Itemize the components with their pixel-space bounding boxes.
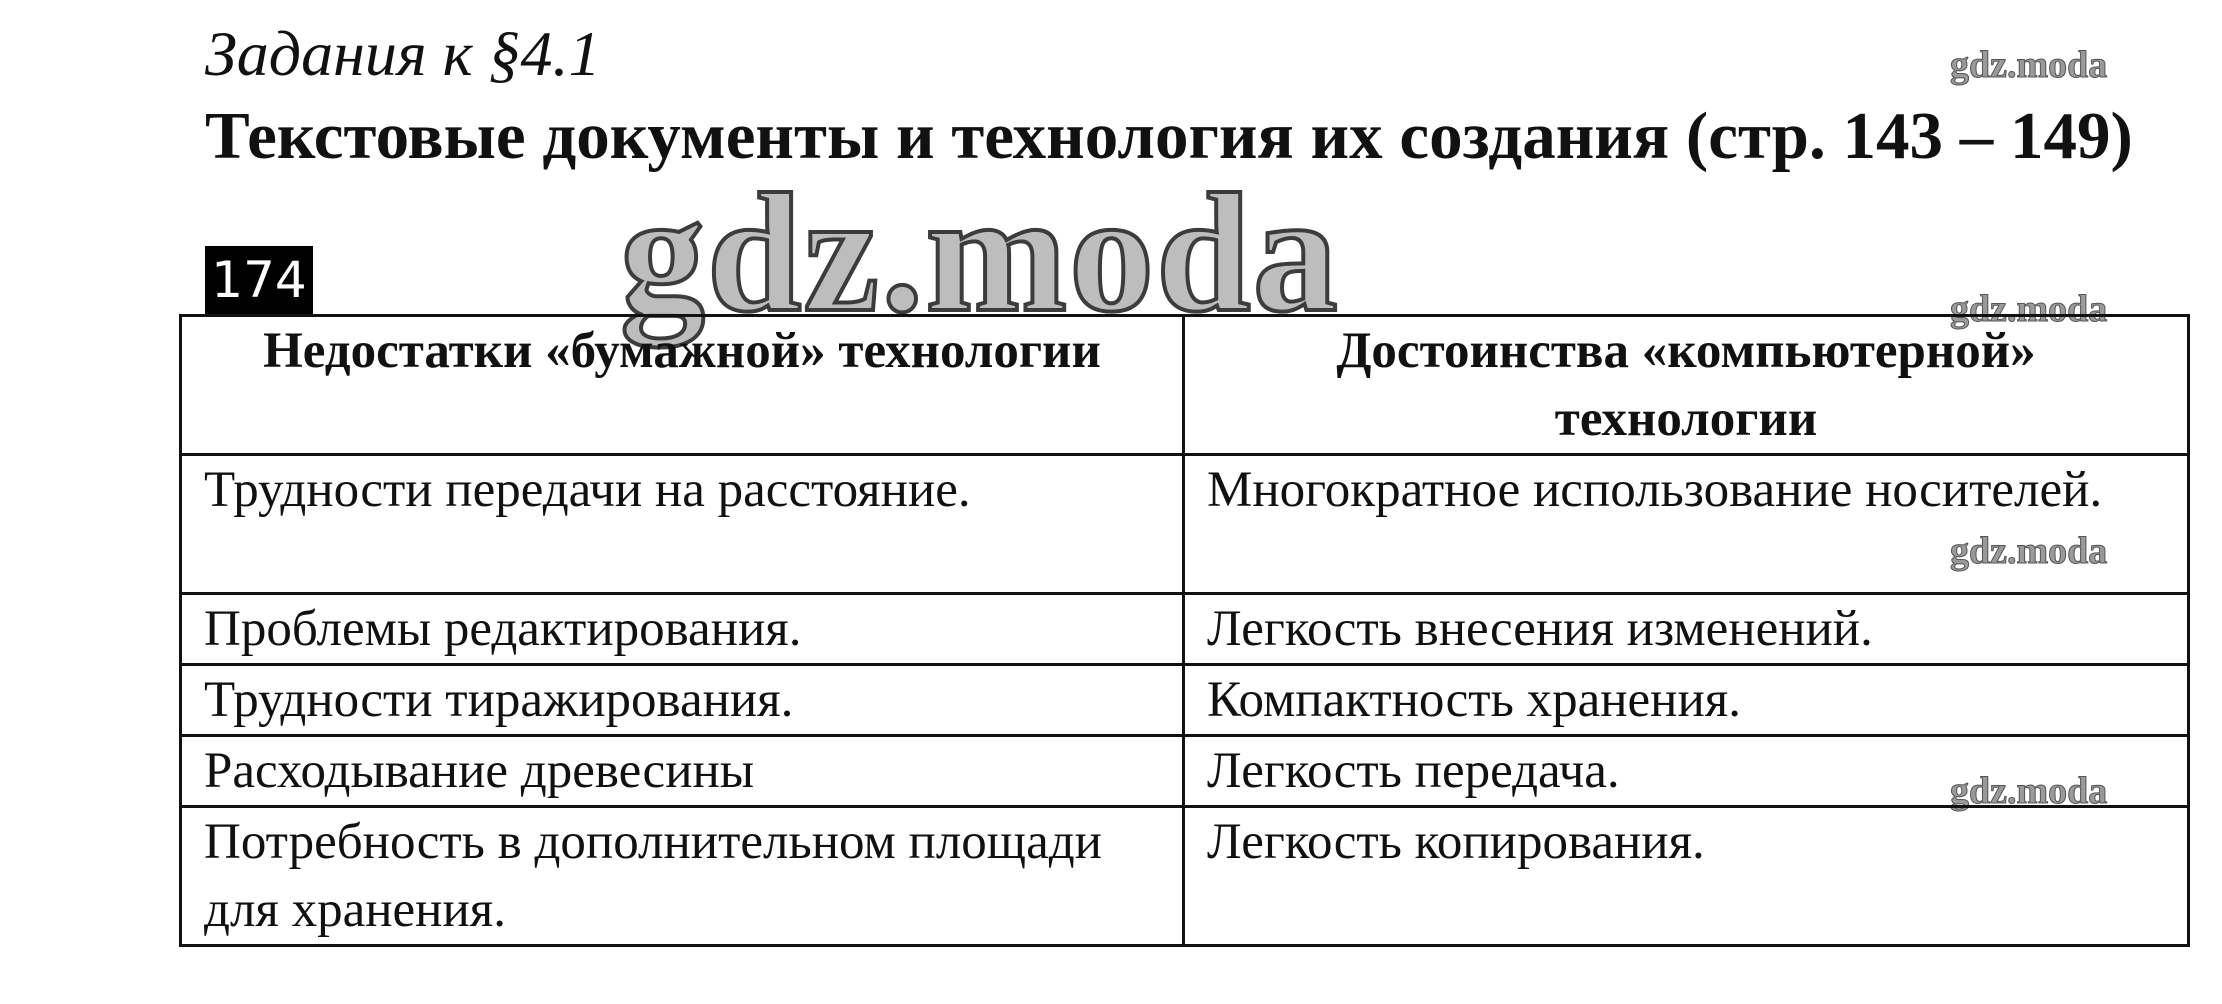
watermark-small: gdz.moda	[1950, 530, 2108, 572]
table-row	[181, 807, 2189, 946]
table-cell-advantage: Многократное использование носителей.	[1184, 455, 2189, 594]
watermark-small: gdz.moda	[1950, 44, 2108, 86]
table-cell-advantage: Легкость копирования.	[1184, 807, 2189, 946]
watermark-small: gdz.moda	[1950, 770, 2108, 812]
table-cell-advantage: Легкость внесения изменений.	[1184, 594, 2189, 665]
table-row	[181, 665, 2189, 736]
section-subtitle: Задания к §4.1	[205, 18, 601, 89]
watermark-large: gdz.moda	[620, 159, 1340, 347]
table-row	[181, 594, 2189, 665]
table-cell-drawback: Трудности передачи на расстояние.	[181, 455, 1184, 594]
table-cell-drawback: Расходывание древесины	[181, 736, 1184, 807]
watermark-small: gdz.moda	[1950, 288, 2108, 330]
table-cell-drawback: Потребность в дополнительном площади для хранения.	[181, 807, 1184, 946]
table-cell-drawback: Проблемы редактирования.	[181, 594, 1184, 665]
table-cell-advantage: Легкость передача.	[1184, 736, 2189, 807]
table-row	[181, 455, 2189, 594]
table-row	[181, 736, 2189, 807]
header-computer-advantages: Достоинства «компьютерной» технологии	[1184, 316, 2189, 455]
task-number-badge: 174	[205, 246, 313, 314]
comparison-table	[179, 314, 2190, 947]
table-cell-advantage: Компактность хранения.	[1184, 665, 2189, 736]
table-cell-drawback: Трудности тиражирования.	[181, 665, 1184, 736]
header-paper-drawbacks: Недостатки «бумажной» технологии	[181, 316, 1184, 455]
page-title: Текстовые документы и технология их создания (стр. 143 – 149)	[205, 99, 2133, 173]
table-header-row	[181, 316, 2189, 455]
